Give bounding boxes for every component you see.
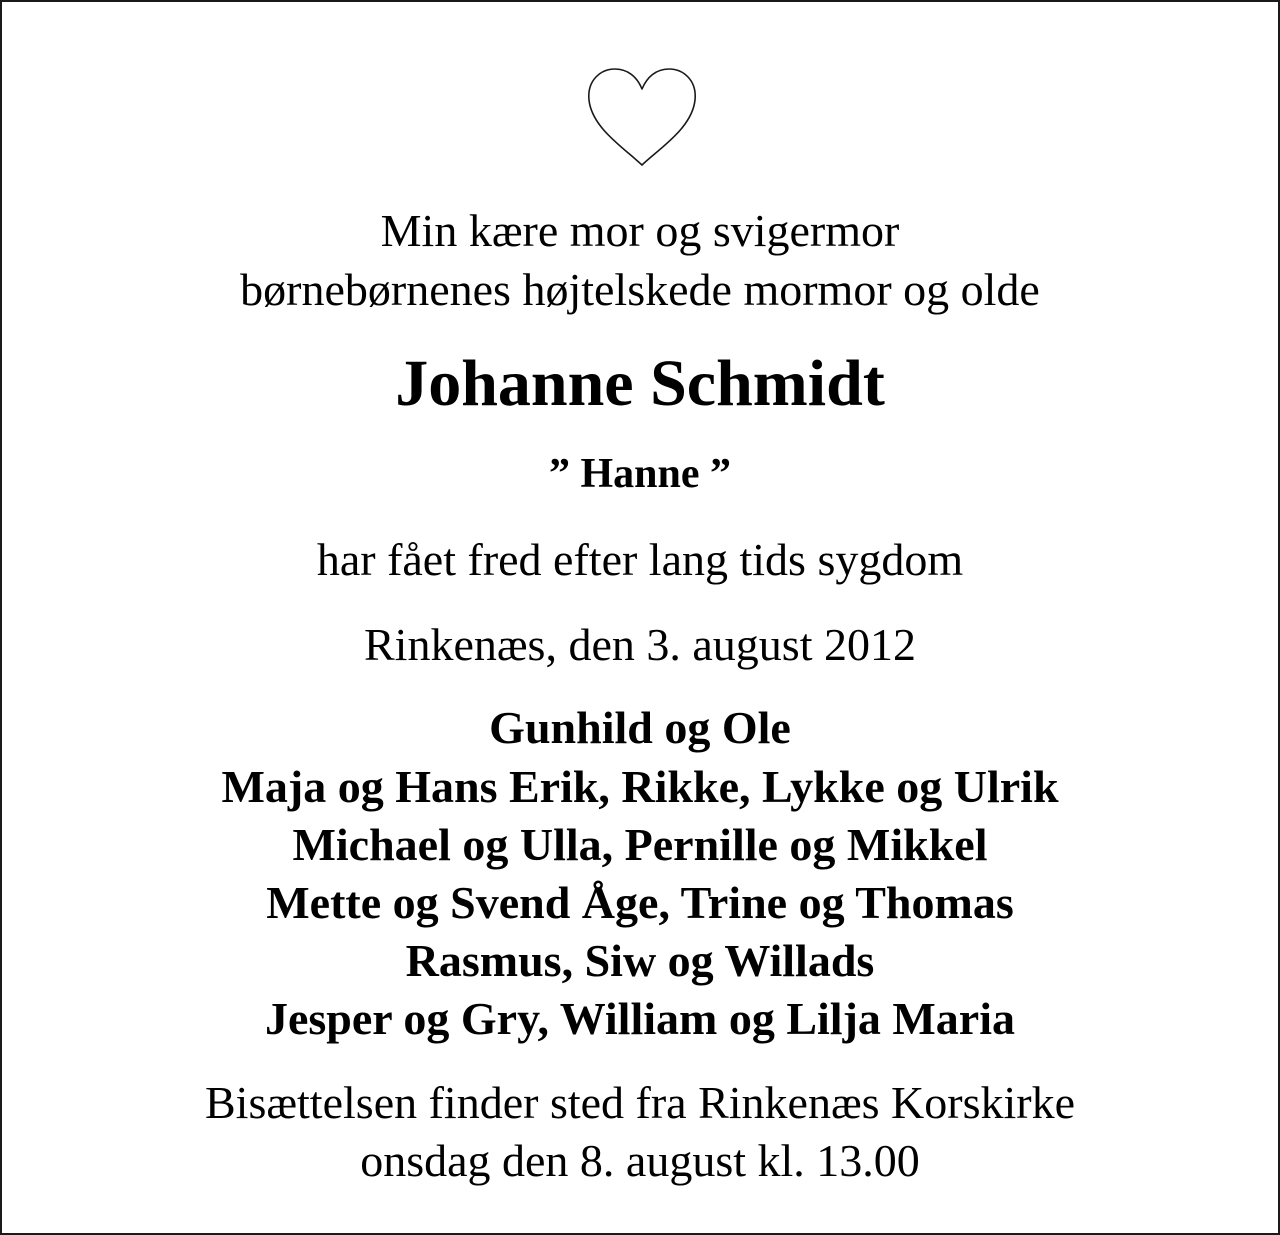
family-line-3: Michael og Ulla, Pernille og Mikkel	[292, 819, 988, 870]
nickname: ” Hanne ”	[548, 451, 732, 497]
intro-line-2: børnebørnenes højtelskede mormor og olde	[240, 264, 1040, 315]
intro-line-1: Min kære mor og svigermor	[380, 205, 900, 256]
family-line-4: Mette og Svend Åge, Trine og Thomas	[266, 877, 1014, 928]
family-line-2: Maja og Hans Erik, Rikke, Lykke og Ulrik	[221, 761, 1059, 812]
funeral-info-line-2: onsdag den 8. august kl. 13.00	[360, 1135, 920, 1186]
family-line-5: Rasmus, Siw og Willads	[405, 935, 875, 986]
death-message: har fået fred efter lang tids sygdom	[316, 534, 964, 585]
family-line-6: Jesper og Gry, William og Lilja Maria	[264, 993, 1015, 1044]
deceased-name: Johanne Schmidt	[395, 347, 885, 420]
family-line-1: Gunhild og Ole	[489, 702, 791, 753]
heart-outline-icon	[584, 64, 700, 172]
place-and-date: Rinkenæs, den 3. august 2012	[364, 619, 916, 670]
funeral-info-line-1: Bisættelsen finder sted fra Rinkenæs Korskirke	[204, 1077, 1076, 1128]
